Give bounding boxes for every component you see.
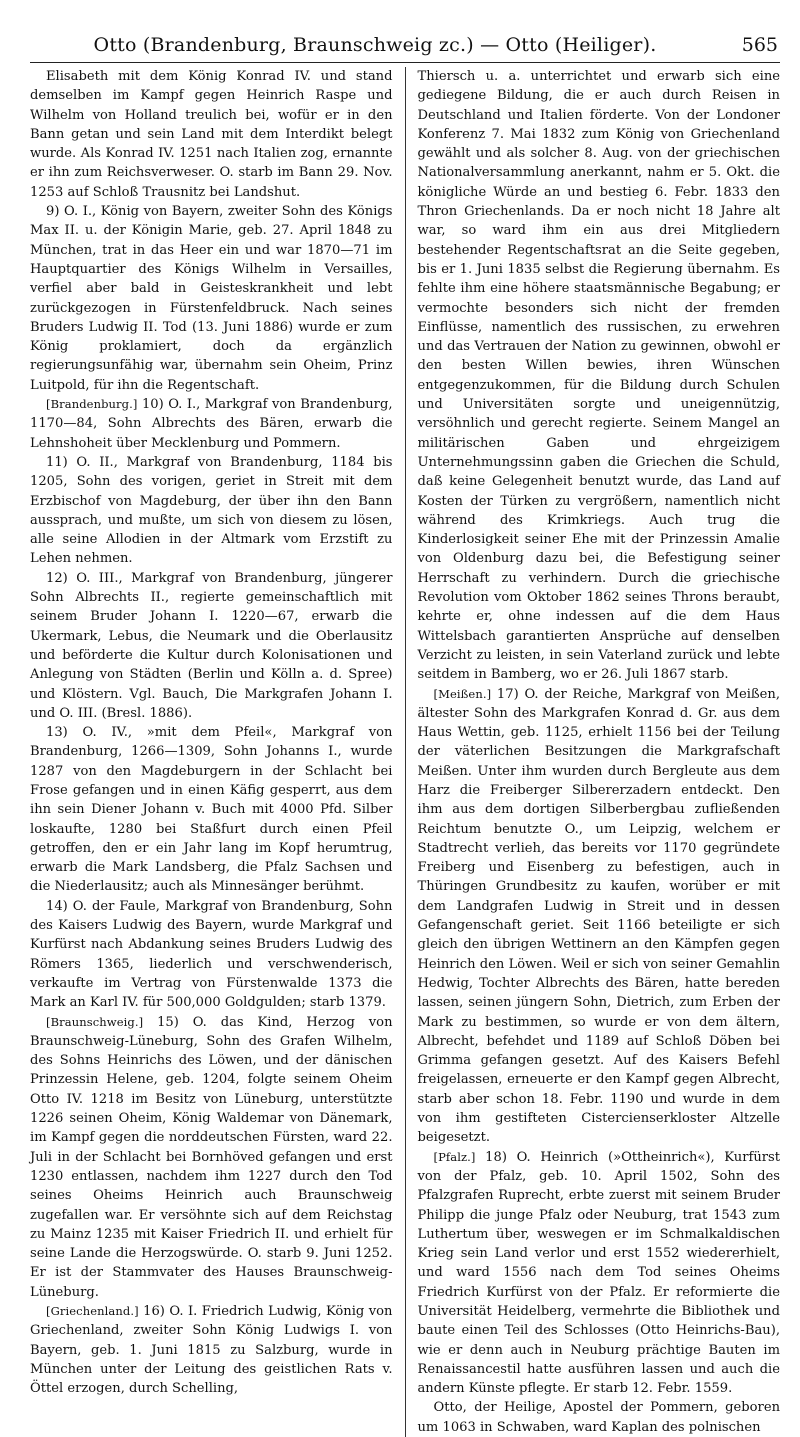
- entry-text: Elisabeth mit dem König Konrad IV. und stand demselben im Kampf gegen Heinrich Raspe und Wilhelm von Holland treulich bei, wofür er in den Bann getan und sein Land mit dem Interdikt belegt wurde. Als Konrad IV. 1251 nach Italien zog, ernannte er ihn zum Reichsverweser. O. starb im Bann 29. Nov. 1253 auf Schloß Trausnitz bei Landshut.: [30, 69, 393, 200]
- section-tag: [Griechenland.]: [46, 1304, 139, 1318]
- entry-paragraph: [30, 1302, 393, 1398]
- entry-text: 17) O. der Reiche, Markgraf von Meißen, ältester Sohn des Markgrafen Konrad d. Gr. aus dem Haus Wettin, geb. 1125, erhielt 1156 bei der Teilung der väterlichen Besitzungen die Markgrafschaft Meißen. Unter ihm wurden durch Bergleute aus dem Harz die Freiberger Silbererzadern entdeckt. Den ihm aus dem dortigen Silberbergbau zufließenden Reichtum benutzte O., um Leipzig, welchem er Stadtrecht verlieh, das bereits vor 1170 gegründete Freiberg und Eisenberg zu befestigen, auch in Thüringen Grundbesitz zu kaufen, worüber er mit dem Landgrafen Ludwig in Streit und in dessen Gefangenschaft geriet. Seit 1166 beteiligte er sich gleich den übrigen Wettinern an den Kämpfen gegen Heinrich den Löwen. Weil er sich von seiner Gemahlin Hedwig, Tochter Albrechts des Bären, hatte bereden lassen, seinen jüngern Sohn, Dietrich, zum Erben der Mark zu bestimmen, so wurde er von dem ältern, Albrecht, befehdet und 1189 auf Schloß Döben bei Grimma gefangen gesetzt. Auf des Kaisers Befehl freigelassen, erneuerte er den Kampf gegen Albrecht, starb aber schon 18. Febr. 1190 und wurde in dem von ihm gestifteten Cistercienserkloster Altzelle beigesetzt.: [417, 686, 780, 1146]
- page-header: [30, 30, 780, 63]
- entry-text: 11) O. II., Markgraf von Brandenburg, 1184 bis 1205, Sohn des vorigen, geriet in Streit mit dem Erzbischof von Magdeburg, der über ihn den Bann aussprach, und mußte, um sich von diesem zu lösen, alle seine Allodien in der Altmark vom Erzstift zu Lehen nehmen.: [30, 454, 393, 567]
- entry-text: 14) O. der Faule, Markgraf von Brandenburg, Sohn des Kaisers Ludwig des Bayern, wurde Markgraf und Kurfürst nach Abdankung seines Bruders Ludwig des Römers 1365, liederlich und verschwenderisch, verkaufte im Vertrag von Fürstenwalde 1373 die Mark an Karl IV. für 500,000 Goldgulden; starb 1379.: [30, 898, 393, 1011]
- entry-paragraph: [30, 202, 393, 395]
- entry-paragraph: [30, 723, 393, 897]
- entry-paragraph: [418, 1148, 781, 1399]
- entry-paragraph: [418, 67, 781, 685]
- left-column: [30, 67, 406, 1437]
- entry-text: Thiersch u. a. unterrichtet und erwarb sich eine gediegene Bildung, die er auch durch Reisen in Deutschland und Italien förderte. Von der Londoner Konferenz 7. Mai 1832 zum König von Griechenland gewählt und als solcher 8. Aug. von der griechischen Nationalversammlung anerkannt, nahm er 5. Okt. die königliche Würde an und bestieg 6. Febr. 1833 den Thron Griechenlands. Da er noch nicht 18 Jahre alt war, so ward ihm ein aus drei Mitgliedern bestehender Regentschaftsrat an die Seite gegeben, bis er 1. Juni 1835 selbst die Regierung übernahm. Es fehlte ihm eine höhere staatsmännische Begabung; er vermochte besonders sich nicht der fremden Einflüsse, namentlich des russischen, zu erwehren und das Vertrauen der Nation zu gewinnen, obwohl er den besten Willen bewies, ihren Wünschen entgegenzukommen, für die Bildung durch Schulen und Universitäten sorgte und uneigennützig, versöhnlich und gerecht regierte. Seinem Mangel an militärischen Gaben und ehrgeizigem Unternehmungssinn gaben die Griechen die Schuld, daß keine Gelegenheit benutzt wurde, das Land auf Kosten der Türken zu vergrößern, namentlich nicht während des Krimkriegs. Auch trug die Kinderlosigkeit seiner Ehe mit der Prinzessin Amalie von Oldenburg dazu bei, die Befestigung seiner Herrschaft zu verhindern. Durch die griechische Revolution vom Oktober 1862 seines Throns beraubt, kehrte er, ohne indessen auf die dem Haus Wittelsbach garantierten Ansprüche auf denselben Verzicht zu leisten, in sein Vaterland zurück und lebte seitdem in Bamberg, wo er 26. Juli 1867 starb.: [417, 69, 780, 683]
- entry-paragraph: [30, 453, 393, 569]
- page-number: 565: [741, 34, 778, 56]
- entry-text: Otto, der Heilige, Apostel der Pommern, geboren um 1063 in Schwaben, ward Kaplan des polnischen: [417, 1400, 780, 1435]
- entry-text: 9) O. I., König von Bayern, zweiter Sohn des Königs Max II. u. der Königin Marie, geb. 27. April 1848 zu München, trat in das Heer ein und war 1870—71 im Hauptquartier des Königs Wilhelm in Versailles, verfiel aber bald in Geisteskrankheit und lebt zurückgezogen in Fürstenfeldbruck. Nach seines Bruders Ludwig II. Tod (13. Juni 1886) wurde er zum König proklamiert, doch da ergänzlich regierungsunfähig war, übernahm sein Oheim, Prinz Luitpold, für ihn die Regentschaft.: [30, 204, 393, 393]
- entry-text: 12) O. III., Markgraf von Brandenburg, jüngerer Sohn Albrechts II., regierte gemeinschaftlich mit seinem Bruder Johann I. 1220—67, erwarb die Ukermark, Lebus, die Neumark und die Oberlausitz und beförderte die Kultur durch Kolonisationen und Anlegung von Städten (Berlin und Kölln a. d. Spree) und Klöstern. Vgl. Bauch, Die Markgrafen Johann I. und O. III. (Bresl. 1886).: [30, 570, 393, 721]
- right-column: [406, 67, 781, 1437]
- entry-paragraph: [30, 569, 393, 723]
- section-tag: [Pfalz.]: [433, 1149, 476, 1164]
- entry-paragraph: [30, 1013, 393, 1302]
- running-title: Otto (Brandenburg, Braunschweig zc.) — Otto (Heiliger).: [93, 34, 657, 56]
- entry-text: 18) O. Heinrich (»Ottheinrich«), Kurfürst von der Pfalz, geb. 10. April 1502, Sohn des Pfalzgrafen Ruprecht, erbte zuerst mit seinem Bruder Philipp die junge Pfalz oder Neuburg, trat 1543 zum Luthertum über, weswegen er im Schmalkaldischen Krieg sein Land verlor und erst 1552 wiedererhielt, und ward 1556 nach dem Tod seines Oheims Friedrich Kurfürst von der Pfalz. Er reformierte die Universität Heidelberg, vermehrte die Bibliothek und baute einen Teil des Schlosses (Otto Heinrichs-Bau), wie er denn auch in Neuburg prächtige Bauten im Renaissancestil hatte ausführen lassen und auch die andern Künste pflegte. Er starb 12. Febr. 1559.: [417, 1149, 780, 1397]
- entry-paragraph: [418, 1398, 781, 1437]
- entry-text: 13) O. IV., »mit dem Pfeil«, Markgraf von Brandenburg, 1266—1309, Sohn Johanns I., wurde 1287 von den Magdeburgern in der Schlacht bei Frose gefangen und in einen Käfig gesperrt, aus dem ihn sein Diener Johann v. Buch mit 4000 Pfd. Silber loskaufte, 1280 bei Staßfurt durch einen Pfeil getroffen, den er ein Jahr lang im Kopf herumtrug, erwarb die Mark Landsberg, die Pfalz Sachsen und die Niederlausitz; auch als Minnesänger berühmt.: [30, 725, 393, 895]
- entry-text: 16) O. I. Friedrich Ludwig, König von Griechenland, zweiter Sohn König Ludwigs I. von Bayern, geb. 1. Juni 1815 zu Salzburg, wurde in München unter der Leitung des geistlichen Rats v. Öttel erzogen, durch Schelling,: [30, 1304, 393, 1397]
- entry-paragraph: [418, 685, 781, 1148]
- section-tag: [Brandenburg.]: [46, 397, 138, 412]
- section-tag: [Meißen.]: [433, 686, 492, 701]
- entry-paragraph: [30, 67, 393, 202]
- entry-text: 15) O. das Kind, Herzog von Braunschweig-Lüneburg, Sohn des Grafen Wilhelm, des Sohns Heinrichs des Löwen, und der dänischen Prinzessin Helene, geb. 1204, folgte seinem Oheim Otto IV. 1218 im Besitz von Lüneburg, unterstützte 1226 seinen Oheim, König Waldemar von Dänemark, im Kampf gegen die norddeutschen Fürsten, ward 22. Juli in der Schlacht bei Bornhöved gefangen und erst 1230 entlassen, nachdem ihm 1227 durch den Tod seines Oheims Heinrich auch Braunschweig zugefallen war. Er versöhnte sich auf dem Reichstag zu Mainz 1235 mit Kaiser Friedrich II. und erhielt für seine Lande die Herzogswürde. O. starb 9. Juni 1252. Er ist der Stammvater des Hauses Braunschweig-Lüneburg.: [30, 1014, 393, 1300]
- entry-paragraph: [30, 395, 393, 453]
- entry-text: 10) O. I., Markgraf von Brandenburg, 1170—84, Sohn Albrechts des Bären, erwarb die Lehnshoheit über Mecklenburg und Pommern.: [30, 397, 393, 451]
- entry-paragraph: [30, 897, 393, 1013]
- text-columns: [30, 67, 780, 1437]
- section-tag: [Braunschweig.]: [46, 1014, 144, 1029]
